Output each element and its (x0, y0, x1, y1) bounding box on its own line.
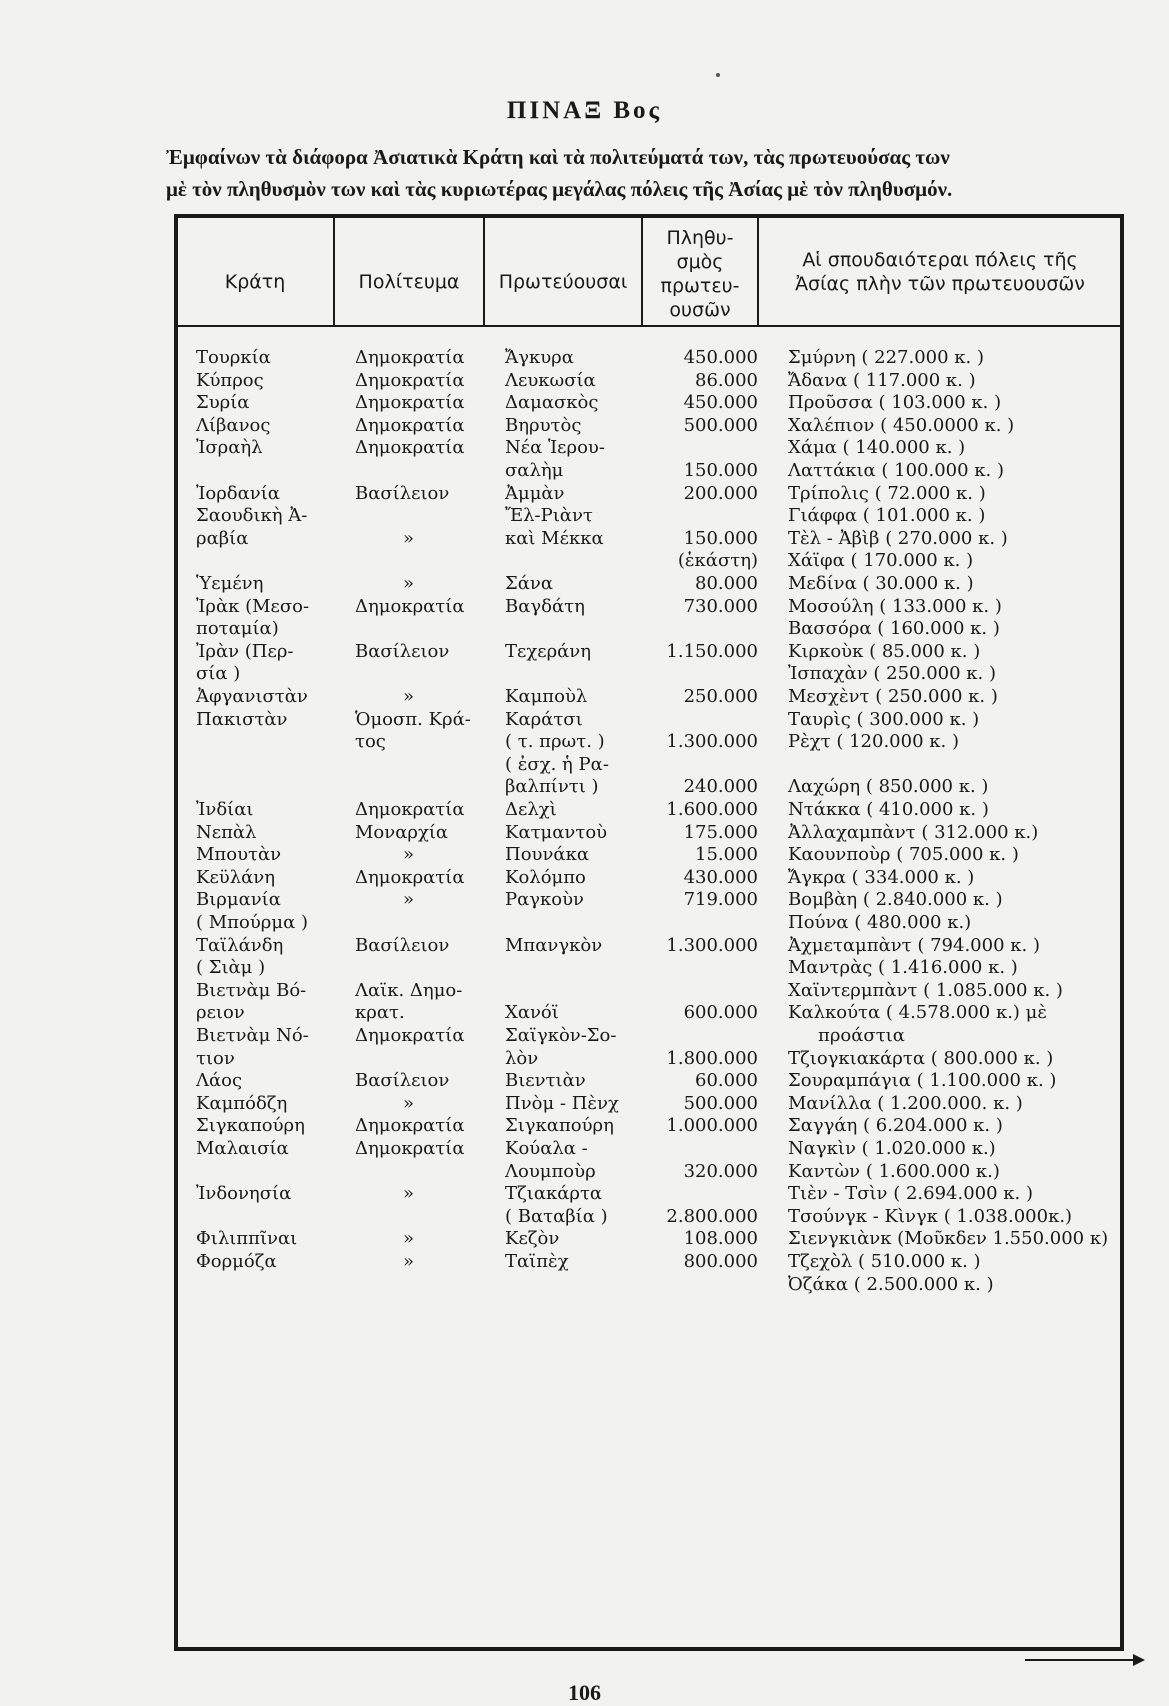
population-cell: 450.000 (683, 347, 758, 368)
state-cell: Ταϊλάνδη (196, 934, 284, 956)
regime-cell: Δημοκρατία (355, 369, 465, 391)
regime-cell: Βασίλειον (355, 934, 450, 956)
city-cell: Λαττάκια ( 100.000 κ. ) (788, 460, 1005, 481)
population-cell: 1.800.000 (666, 1047, 758, 1069)
state-cell: Νεπὰλ (196, 821, 257, 843)
column-divider (333, 216, 335, 327)
city-cell: Τζεχὸλ ( 510.000 κ. ) (788, 1251, 981, 1272)
state-cell: Ἰνδονησία (196, 1183, 292, 1205)
city-cell: Μαντρὰς ( 1.416.000 κ. ) (788, 957, 1018, 979)
capital-cell: Ταϊπὲχ (505, 1251, 569, 1272)
state-cell: Βιετνὰμ Βό- (196, 979, 307, 1001)
population-cell: 1.300.000 (666, 934, 758, 956)
population-cell: (ἑκάστη) (677, 550, 758, 572)
header-states: Κράτη (224, 271, 286, 293)
city-cell: Προῦσσα ( 103.000 κ. ) (788, 392, 1002, 414)
regime-cell: » (403, 527, 415, 549)
city-cell: Πούνα ( 480.000 κ.) (788, 912, 972, 933)
capital-cell: Ἀμμὰν (505, 482, 565, 504)
regime-cell: Δημοκρατία (355, 414, 465, 436)
state-cell: ( Σιὰμ ) (196, 957, 266, 979)
population-cell: 150.000 (683, 460, 758, 481)
state-cell: Πακιστὰν (196, 708, 288, 730)
state-cell: ( Μπούρμα ) (196, 912, 308, 933)
regime-cell: » (403, 1092, 415, 1114)
regime-cell: » (403, 1183, 415, 1205)
city-cell: Ταυρὶς ( 300.000 κ. ) (788, 708, 980, 730)
table-caption-line-1: Ἐμφαίνων τὰ διάφορα Ἀσιατικὰ Κράτη καὶ τὰ πολιτεύματά των, τὰς πρωτευούσας των (166, 145, 950, 169)
city-cell: Σμύρνη ( 227.000 κ. ) (788, 347, 985, 368)
city-cell: Ντάκκα ( 410.000 κ. ) (788, 799, 989, 820)
city-cell: Τσούνγκ - Κὶνγκ ( 1.038.000κ.) (788, 1205, 1073, 1227)
capital-cell: Χανόϊ (505, 1002, 559, 1024)
city-cell: Ἄδανα ( 117.000 κ. ) (788, 369, 976, 391)
regime-cell: Δημοκρατία (355, 1025, 465, 1046)
regime-cell: Βασίλειον (355, 482, 450, 504)
city-cell: Ἰσπαχὰν ( 250.000 κ. ) (788, 663, 996, 685)
regime-cell: Δημοκρατία (355, 1138, 465, 1159)
population-cell: 450.000 (683, 392, 758, 414)
population-cell: 1.000.000 (666, 1115, 758, 1137)
population-cell: 200.000 (683, 482, 758, 504)
regime-cell: Δημοκρατία (355, 799, 465, 820)
header-population-line: Πληθυ- (666, 227, 734, 249)
population-cell: 15.000 (695, 844, 758, 866)
capital-cell: ( Βαταβία ) (505, 1205, 608, 1227)
city-cell: Τιὲν - Τσὶν ( 2.694.000 κ. ) (788, 1183, 1033, 1205)
capital-cell: Καράτσι (505, 708, 583, 730)
capital-cell: Βαγδάτη (505, 595, 585, 617)
state-cell: ρειον (196, 1002, 245, 1024)
population-cell: 800.000 (683, 1251, 758, 1272)
population-cell: 80.000 (695, 573, 758, 594)
population-cell: 1.150.000 (666, 640, 758, 662)
state-cell: Ἰρὰν (Περ- (196, 640, 294, 662)
city-cell: προάστια (818, 1025, 905, 1046)
state-cell: Λάος (196, 1070, 243, 1092)
state-cell: σία ) (196, 663, 241, 685)
regime-cell: Δημοκρατία (355, 437, 465, 459)
capital-cell: Καμποὺλ (505, 686, 588, 707)
capital-cell: Κατμαντοὺ (505, 821, 608, 843)
regime-cell: τος (355, 731, 386, 753)
capital-cell: Δαμασκὸς (505, 392, 599, 414)
city-cell: Γιάφφα ( 101.000 κ. ) (788, 505, 986, 527)
capital-cell: Ἔλ-Ριὰντ (505, 505, 593, 527)
city-cell: Χαλέπιον ( 450.0000 κ. ) (788, 414, 1015, 436)
capital-cell: Σάνα (505, 573, 553, 594)
state-cell: Σιγκαπούρη (196, 1115, 305, 1137)
state-cell: Μαλαισία (196, 1138, 289, 1159)
city-cell: Σουραμπάγια ( 1.100.000 κ. ) (788, 1070, 1057, 1092)
state-cell: Κεϋλάνη (196, 866, 276, 888)
city-cell: Βομβὰη ( 2.840.000 κ. ) (788, 889, 1003, 911)
city-cell: Ἀλλαχαμπὰντ ( 312.000 κ.) (788, 821, 1039, 843)
header-population (644, 226, 756, 322)
city-cell: Ναγκὶν ( 1.020.000 κ.) (788, 1138, 996, 1159)
population-cell: 250.000 (683, 686, 758, 707)
city-cell: Σιενγκιὰνκ (Μοῦκδεν 1.550.000 κ) (788, 1228, 1109, 1250)
regime-cell: Μοναρχία (355, 821, 449, 843)
capital-cell: Βηρυτὸς (505, 414, 582, 436)
header-regime: Πολίτευμα (358, 271, 460, 293)
city-cell: Βασσόρα ( 160.000 κ. ) (788, 618, 1000, 640)
population-cell: 2.800.000 (666, 1205, 758, 1227)
state-cell: Συρία (196, 392, 250, 414)
regime-cell: Βασίλειον (355, 640, 450, 662)
header-cities-line: Ἀσίας πλὴν τῶν πρωτευουσῶν (795, 273, 1085, 295)
capital-cell: Κούαλα - (505, 1138, 588, 1159)
page-number: 106 (568, 1680, 601, 1705)
capital-cell: σαλὴμ (505, 460, 564, 481)
state-cell: ραβία (196, 527, 249, 549)
state-cell: Ἰορδανία (196, 482, 280, 504)
column-divider (641, 216, 643, 327)
capital-cell: Κεζὸν (505, 1228, 560, 1250)
header-population-line: ουσῶν (669, 299, 731, 321)
capital-cell: Λουμποὺρ (505, 1160, 596, 1182)
header-population-line: σμὸς (676, 251, 724, 273)
city-cell: Καουνποὺρ ( 705.000 κ. ) (788, 844, 1019, 866)
capital-cell: ( ἐσχ. ἡ Ρα- (505, 753, 609, 775)
city-cell: Ἀχμεταμπὰντ ( 794.000 κ. ) (788, 934, 1040, 956)
city-cell: Ἄγκρα ( 334.000 κ. ) (788, 866, 975, 888)
capital-cell: βαλπίντι ) (505, 776, 599, 798)
table-caption-line-2: μὲ τὸν πληθυσμὸν των καὶ τὰς κυριωτέρας μεγάλας πόλεις τῆς Ἀσίας μὲ τὸν πληθυσμόν. (166, 177, 953, 201)
state-cell: Φορμόζα (196, 1251, 277, 1272)
header-rule (176, 325, 1122, 327)
regime-cell: Δημοκρατία (355, 392, 465, 414)
state-cell: Σαουδικὴ Ἀ- (196, 505, 308, 527)
population-cell: 730.000 (683, 595, 758, 617)
state-cell: ποταμία) (196, 618, 279, 640)
state-cell: τιον (196, 1047, 235, 1069)
population-cell: 500.000 (683, 414, 758, 436)
population-cell: 430.000 (683, 866, 758, 888)
regime-cell: » (403, 1251, 415, 1272)
population-cell: 86.000 (695, 369, 758, 391)
column-divider (757, 216, 759, 327)
capital-cell: Σιγκαπούρη (505, 1115, 614, 1137)
capital-cell: Λευκωσία (505, 369, 596, 391)
capital-cell: Δελχὶ (505, 799, 557, 820)
regime-cell: » (403, 686, 415, 707)
header-cities-line: Αἱ σπουδαιότεραι πόλεις τῆς (802, 249, 1078, 271)
capital-cell: Πουνάκα (505, 844, 589, 866)
city-cell: Μοσούλη ( 133.000 κ. ) (788, 595, 1002, 617)
state-cell: Κύπρος (196, 369, 264, 391)
regime-cell: Δημοκρατία (355, 866, 465, 888)
population-cell: 719.000 (683, 889, 758, 911)
column-divider (483, 216, 485, 327)
state-cell: Βιρμανία (196, 889, 281, 911)
regime-cell: Ὁμοσπ. Κρά- (355, 708, 471, 730)
city-cell: Χάμα ( 140.000 κ. ) (788, 437, 966, 459)
city-cell: Κιρκοὺκ ( 85.000 κ. ) (788, 640, 981, 662)
population-cell: 60.000 (695, 1070, 758, 1092)
city-cell: Ρὲχτ ( 120.000 κ. ) (788, 731, 959, 753)
population-cell: 1.600.000 (666, 799, 758, 820)
population-cell: 500.000 (683, 1092, 758, 1114)
city-cell: Χαϊντερμπὰντ ( 1.085.000 κ. ) (788, 979, 1063, 1001)
regime-cell: Δημοκρατία (355, 1115, 465, 1137)
regime-cell: κρατ. (355, 1002, 405, 1024)
capital-cell: Μπανγκὸν (505, 934, 603, 956)
regime-cell: » (403, 1228, 415, 1250)
capital-cell: Βιεντιὰν (505, 1070, 586, 1092)
capital-cell: Τεχεράνη (505, 640, 592, 662)
paper-speck (716, 73, 720, 77)
city-cell: Μεδίνα ( 30.000 κ. ) (788, 573, 974, 594)
population-cell: 175.000 (683, 821, 758, 843)
state-cell: Ἰνδίαι (196, 799, 254, 820)
population-cell: 600.000 (683, 1002, 758, 1024)
city-cell: Μεσχὲντ ( 250.000 κ. ) (788, 686, 998, 707)
state-cell: Ἰσραὴλ (196, 437, 263, 459)
regime-cell: Λαϊκ. Δημο- (355, 979, 463, 1001)
city-cell: Ὀζάκα ( 2.500.000 κ. ) (788, 1273, 994, 1295)
capital-cell: Νέα Ἱερου- (505, 437, 605, 459)
state-cell: Μπουτὰν (196, 844, 282, 866)
continue-arrow-icon (1025, 1659, 1143, 1661)
population-cell: 1.300.000 (666, 731, 758, 753)
page-title: ΠΙΝΑΞ Βος (506, 97, 663, 124)
capital-cell: Ραγκοὺν (505, 889, 584, 911)
city-cell: Τρίπολις ( 72.000 κ. ) (788, 482, 986, 504)
regime-cell: » (403, 889, 415, 911)
capital-cell: ( τ. πρωτ. ) (505, 731, 605, 753)
city-cell: Μανίλλα ( 1.200.000. κ. ) (788, 1092, 1023, 1114)
capital-cell: Πνὸμ - Πὲνχ (505, 1092, 619, 1114)
header-population-line: πρωτευ- (660, 275, 740, 297)
population-cell: 150.000 (683, 527, 758, 549)
population-cell: 240.000 (683, 776, 758, 798)
state-cell: Βιετνὰμ Νό- (196, 1025, 309, 1046)
city-cell: Λαχώρη ( 850.000 κ. ) (788, 776, 989, 798)
city-cell: Χάϊφα ( 170.000 κ. ) (788, 550, 974, 572)
capital-cell: Τζιακάρτα (505, 1183, 603, 1205)
capital-cell: Σαϊγκὸν-Σο- (505, 1025, 617, 1046)
regime-cell: » (403, 573, 415, 594)
city-cell: Καλκούτα ( 4.578.000 κ.) μὲ (788, 1002, 1048, 1024)
population-cell: 108.000 (683, 1228, 758, 1250)
state-cell: Λίβανος (196, 414, 271, 436)
population-cell: 320.000 (683, 1160, 758, 1182)
header-cities (760, 248, 1120, 296)
regime-cell: Βασίλειον (355, 1070, 450, 1092)
regime-cell: » (403, 844, 415, 866)
city-cell: Σαγγάη ( 6.204.000 κ. ) (788, 1115, 1003, 1137)
state-cell: Τουρκία (196, 347, 271, 368)
state-cell: Ὑεμένη (196, 573, 264, 594)
state-cell: Ἰρὰκ (Μεσο- (196, 595, 310, 617)
capital-cell: καὶ Μέκκα (505, 527, 604, 549)
state-cell: Φιλιππῖναι (196, 1228, 298, 1250)
city-cell: Τὲλ - Ἀβὶβ ( 270.000 κ. ) (788, 527, 1008, 549)
city-cell: Τζιογκιακάρτα ( 800.000 κ. ) (788, 1047, 1054, 1069)
regime-cell: Δημοκρατία (355, 347, 465, 368)
state-cell: Καμπόδζη (196, 1092, 288, 1114)
capital-cell: λὸν (505, 1047, 539, 1069)
state-cell: Ἀφγανιστὰν (196, 686, 308, 707)
capital-cell: Ἄγκυρα (505, 347, 574, 368)
city-cell: Καντὼν ( 1.600.000 κ.) (788, 1160, 1000, 1182)
capital-cell: Κολόμπο (505, 866, 586, 888)
regime-cell: Δημοκρατία (355, 595, 465, 617)
header-capitals: Πρωτεύουσαι (498, 271, 628, 293)
